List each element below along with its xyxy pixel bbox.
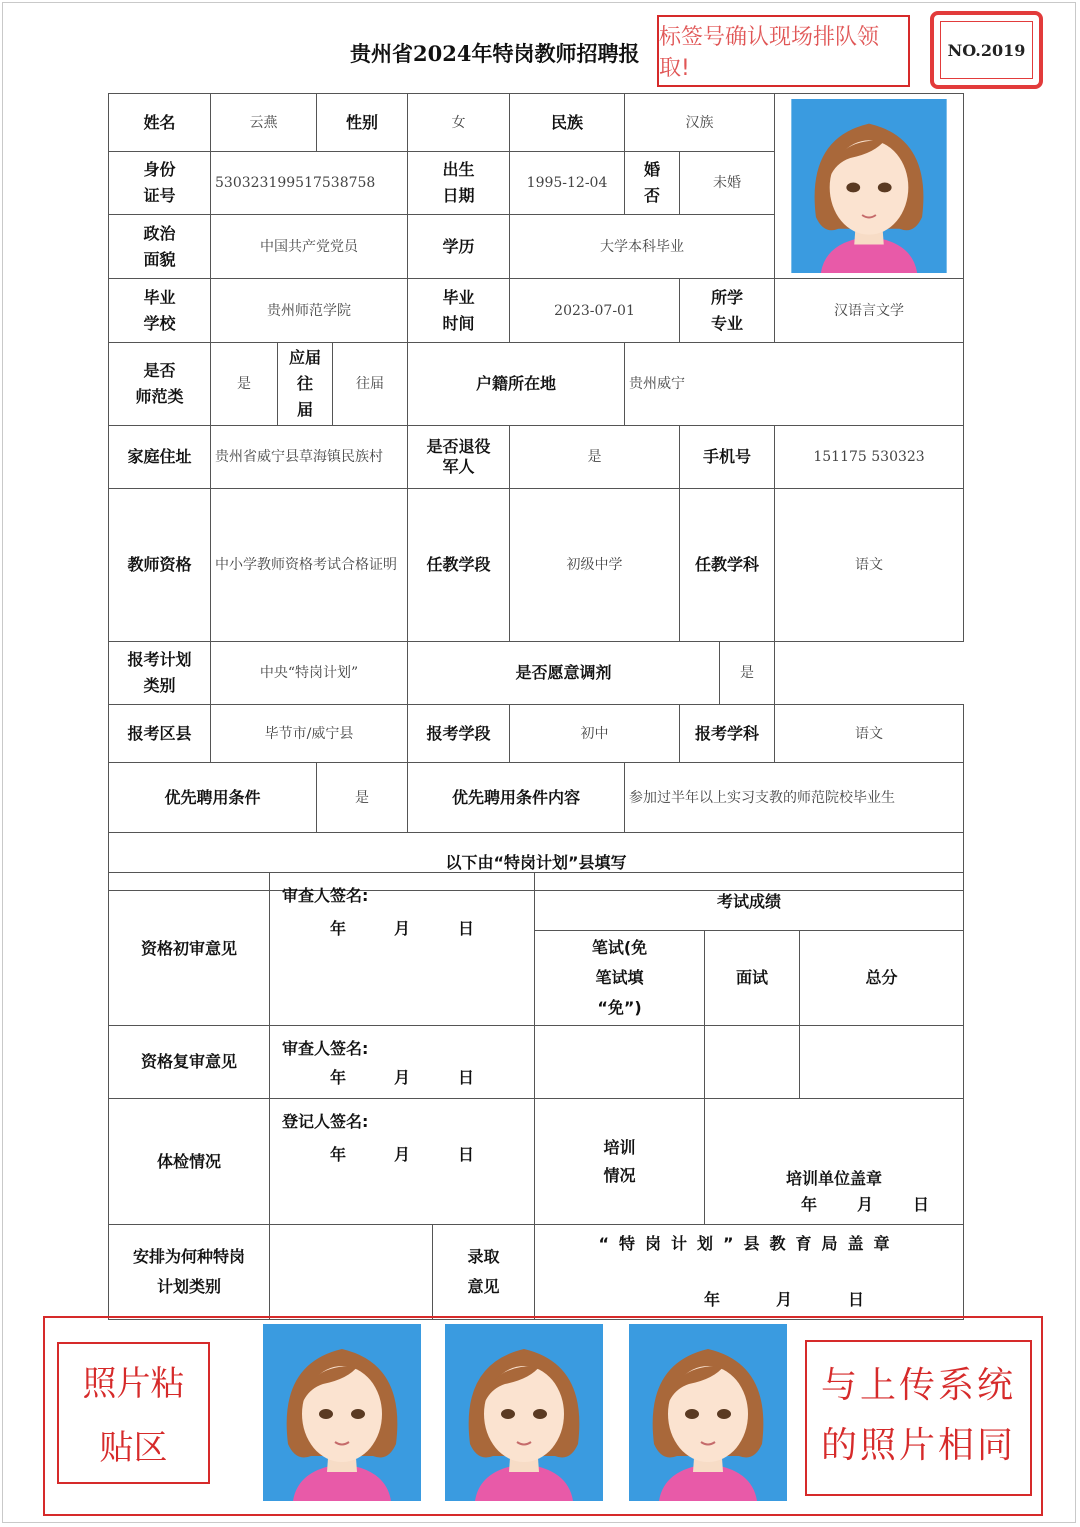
grad-time-value: 2023-07-01 xyxy=(510,279,680,343)
gender-value: 女 xyxy=(408,94,510,152)
admit-label: 录取 意见 xyxy=(433,1225,535,1320)
name-value: 云燕 xyxy=(211,94,317,152)
education-label: 学历 xyxy=(408,215,510,279)
written-score-cell[interactable] xyxy=(535,1026,705,1099)
arrange-label: 安排为何种特岗 计划类别 xyxy=(109,1225,270,1320)
normal-label: 是否 师范类 xyxy=(109,343,211,426)
total-label: 总分 xyxy=(800,931,964,1026)
address-label: 家庭住址 xyxy=(109,426,211,489)
training-stamp-cell xyxy=(705,1099,964,1225)
year-label: 年 xyxy=(330,1068,347,1087)
training-stamp-label: 培训单位盖章 xyxy=(786,1169,883,1188)
phone-value: 151175 530323 xyxy=(775,426,964,489)
apply-subject-value: 语文 xyxy=(775,705,964,763)
county-value: 毕节市/威宁县 xyxy=(211,705,408,763)
day-label: 日 xyxy=(848,1290,865,1309)
cert-value: 中小学教师资格考试合格证明 xyxy=(211,489,408,642)
reviewer-sign-label: 审查人签名: xyxy=(282,886,369,905)
name-label: 姓名 xyxy=(109,94,211,152)
teach-subject-label: 任教学科 xyxy=(680,489,775,642)
priority-value: 是 xyxy=(317,763,408,833)
veteran-value: 是 xyxy=(510,426,680,489)
id-value: 530323199517538758 xyxy=(211,152,408,215)
day-label: 日 xyxy=(913,1195,930,1214)
label-stamp: 标签号确认现场排队领取! xyxy=(657,15,910,87)
teach-stage-value: 初级中学 xyxy=(510,489,680,642)
recorder-sign-label: 登记人签名: xyxy=(282,1112,369,1131)
registration-table xyxy=(108,93,964,891)
plan-type-label: 报考计划 类别 xyxy=(109,642,211,705)
priority-content-label: 优先聘用条件内容 xyxy=(408,763,625,833)
year-label: 年 xyxy=(704,1290,721,1309)
huji-value: 贵州威宁 xyxy=(625,343,964,426)
paste-photo-3 xyxy=(629,1324,787,1501)
bureau-stamp-cell xyxy=(535,1225,964,1320)
fresh-label: 应届往 届 xyxy=(278,343,333,426)
education-value: 大学本科毕业 xyxy=(510,215,775,279)
teach-subject-value: 语文 xyxy=(775,489,964,642)
arrange-value-cell[interactable] xyxy=(270,1225,433,1320)
form-title: 贵州省2024年特岗教师招聘报 xyxy=(350,41,640,66)
gender-label: 性别 xyxy=(317,94,408,152)
total-score-cell[interactable] xyxy=(800,1026,964,1099)
cert-label: 教师资格 xyxy=(109,489,211,642)
year-label: 年 xyxy=(330,919,347,938)
month-label: 月 xyxy=(776,1290,793,1309)
month-label: 月 xyxy=(394,1068,411,1087)
same-photo-note: 与上传系统 的照片相同 xyxy=(805,1340,1032,1496)
address-value: 贵州省威宁县草海镇民族村 xyxy=(211,426,408,489)
day-label: 日 xyxy=(458,919,475,938)
written-label: 笔试(免 笔试填 “免”) xyxy=(535,931,705,1026)
politics-value: 中国共产党党员 xyxy=(211,215,408,279)
huji-label: 户籍所在地 xyxy=(408,343,625,426)
number-stamp-text: NO.2019 xyxy=(940,21,1033,79)
training-label: 培训 情况 xyxy=(535,1099,705,1225)
phone-label: 手机号 xyxy=(680,426,775,489)
paste-area-label: 照片粘 贴区 xyxy=(57,1342,210,1484)
day-label: 日 xyxy=(458,1068,475,1087)
day-label: 日 xyxy=(458,1145,475,1164)
month-label: 月 xyxy=(857,1195,874,1214)
apply-stage-label: 报考学段 xyxy=(408,705,510,763)
paste-photo-2 xyxy=(445,1324,603,1501)
apply-subject-label: 报考学科 xyxy=(680,705,775,763)
plan-type-value: 中央“特岗计划” xyxy=(211,642,408,705)
adjust-value: 是 xyxy=(720,642,775,705)
apply-stage-value: 初中 xyxy=(510,705,680,763)
priority-label: 优先聘用条件 xyxy=(109,763,317,833)
ethnicity-value: 汉族 xyxy=(625,94,775,152)
fresh-value: 往届 xyxy=(333,343,408,426)
major-value: 汉语言文学 xyxy=(775,279,964,343)
adjust-label: 是否愿意调剂 xyxy=(408,642,720,705)
ethnicity-label: 民族 xyxy=(510,94,625,152)
paste-photo-1 xyxy=(263,1324,421,1501)
reviewer-sign-label-2: 审查人签名: xyxy=(282,1039,369,1058)
id-label: 身份 证号 xyxy=(109,152,211,215)
number-stamp xyxy=(930,11,1043,89)
initial-review-label: 资格初审意见 xyxy=(109,873,270,1026)
veteran-label: 是否退役 军人 xyxy=(408,426,510,489)
bureau-stamp-label: “特岗计划”县教育局盖章 xyxy=(598,1234,900,1253)
re-review-sign xyxy=(270,1026,535,1099)
month-label: 月 xyxy=(394,1145,411,1164)
interview-score-cell[interactable] xyxy=(705,1026,800,1099)
county-label: 报考区县 xyxy=(109,705,211,763)
main-photo xyxy=(775,94,964,279)
initial-review-sign xyxy=(270,873,535,1026)
physical-label: 体检情况 xyxy=(109,1099,270,1225)
interview-label: 面试 xyxy=(705,931,800,1026)
year-label: 年 xyxy=(801,1195,818,1214)
birth-label: 出生 日期 xyxy=(408,152,510,215)
normal-value: 是 xyxy=(211,343,278,426)
portrait-image xyxy=(790,99,948,273)
county-table xyxy=(108,872,964,1320)
re-review-label: 资格复审意见 xyxy=(109,1026,270,1099)
major-label: 所学 专业 xyxy=(680,279,775,343)
priority-content-value: 参加过半年以上实习支教的师范院校毕业生 xyxy=(625,763,964,833)
physical-sign xyxy=(270,1099,535,1225)
politics-label: 政治 面貌 xyxy=(109,215,211,279)
year-label: 年 xyxy=(330,1145,347,1164)
school-label: 毕业 学校 xyxy=(109,279,211,343)
school-value: 贵州师范学院 xyxy=(211,279,408,343)
exam-scores-label: 考试成绩 xyxy=(535,873,964,931)
teach-stage-label: 任教学段 xyxy=(408,489,510,642)
county-section-heading: 以下由“特岗计划”县填写 xyxy=(109,833,964,891)
month-label: 月 xyxy=(394,919,411,938)
married-value: 未婚 xyxy=(680,152,775,215)
grad-time-label: 毕业 时间 xyxy=(408,279,510,343)
married-label: 婚 否 xyxy=(625,152,680,215)
birth-value: 1995-12-04 xyxy=(510,152,625,215)
